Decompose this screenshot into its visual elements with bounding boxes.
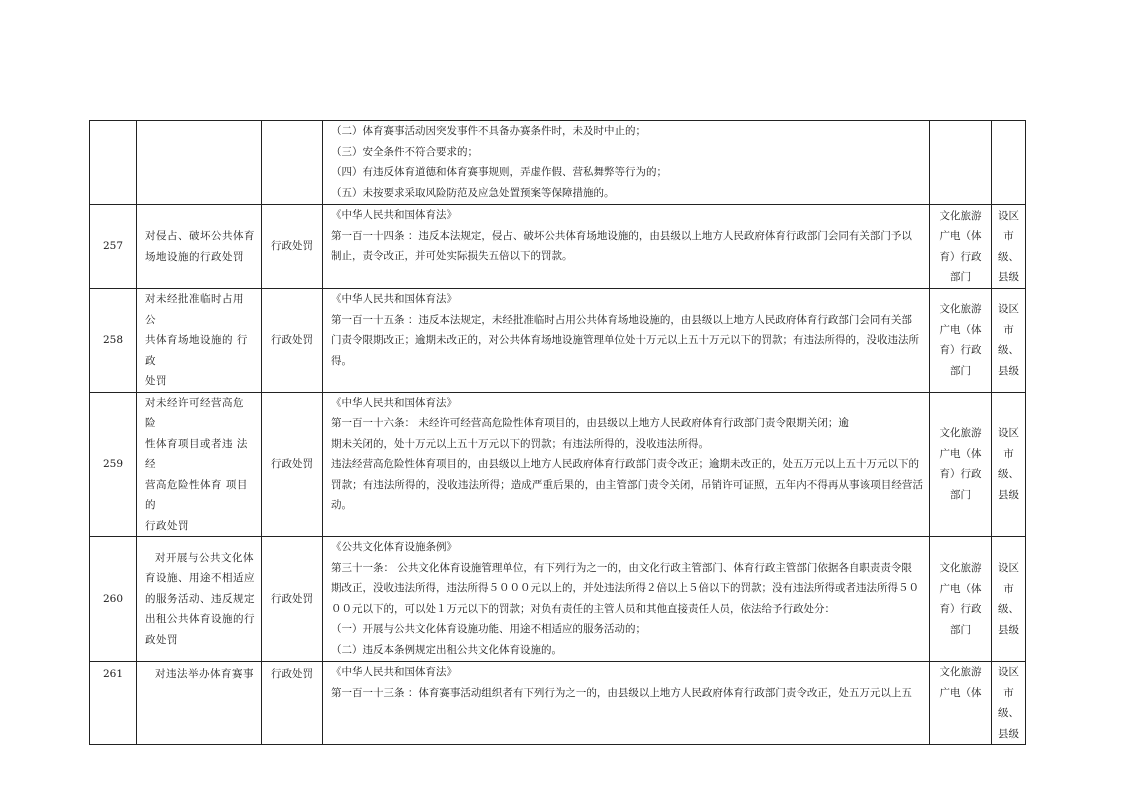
row-number <box>90 121 137 205</box>
item-name <box>137 537 262 662</box>
basis-line: 制止，责令改正，并可处实际损失五倍以下的罚款。 <box>331 250 573 262</box>
item-name <box>137 289 262 393</box>
legal-basis <box>323 537 930 662</box>
penalty-type: 行政处罚 <box>262 662 323 745</box>
name-line: 的服务活动、违反规定 <box>145 592 255 605</box>
level-line: 设区市 <box>998 427 1019 460</box>
dept-line: 部门 <box>950 364 971 377</box>
basis-line: 第一百一十四条 ：违反本法规定，侵占、破坏公共体育场地设施的，由县级以上地方人民政府体育行政部门会同有关部门予以 <box>331 229 912 242</box>
jurisdiction-level <box>992 121 1026 205</box>
name-line: 政处罚 <box>145 633 178 646</box>
dept-line: 广电（体 <box>939 230 982 242</box>
name-line: 对未经批准临时占用 公 <box>145 293 244 326</box>
dept-line: 部门 <box>950 623 971 636</box>
basis-line: ００元以下的，可以处１万元以下的罚款；对负有责任的主管人员和其他直接责任人员，依法给予行政处分： <box>331 602 835 615</box>
responsible-dept <box>930 289 992 393</box>
basis-line: 第三十一条： 公共文化体育设施管理单位，有下列行为之一的，由文化行政主管部门、体育行政主管部门依据各自职责责令限 <box>331 561 912 574</box>
table-row <box>90 121 1026 205</box>
dept-line: 文化旅游 <box>939 209 982 222</box>
basis-line: 《中华人民共和国体育法》 <box>331 293 457 305</box>
level-line: 设区市 <box>998 666 1019 699</box>
responsible-dept <box>930 205 992 289</box>
legal-basis <box>323 121 930 205</box>
dept-line: 育）行政 <box>939 468 982 481</box>
level-line: 级、县级 <box>998 344 1019 377</box>
basis-line: （二）违反本条例规定出租公共文化体育设施的。 <box>331 643 562 656</box>
level-line: 级、县级 <box>998 707 1019 740</box>
responsible-dept <box>930 537 992 662</box>
penalty-type <box>262 121 323 205</box>
legal-basis <box>323 289 930 393</box>
name-line: 处罚 <box>145 375 167 387</box>
responsible-dept <box>930 392 992 537</box>
table-row <box>90 392 1026 537</box>
basis-line: 《中华人民共和国体育法》 <box>331 209 457 221</box>
dept-line: 文化旅游 <box>939 427 982 440</box>
basis-line: （五）未按要求采取风险防范及应急处置预案等保障措施的。 <box>331 186 615 199</box>
level-line: 设区市 <box>998 303 1019 336</box>
name-line: 育设施、用途不相适应 <box>145 572 255 585</box>
item-name <box>137 121 262 205</box>
basis-line: 《中华人民共和国体育法》 <box>331 396 457 409</box>
level-line: 级、县级 <box>998 603 1019 636</box>
basis-line: 罚款；有违法所得的，没收违法所得；造成严重后果的，由主管部门责令关闭，吊销许可证照，五年内不得再从事该项目经营活动。 <box>331 478 923 511</box>
item-name <box>137 392 262 537</box>
legal-basis <box>323 205 930 289</box>
dept-line: 广电（体 <box>939 582 982 595</box>
row-number: 260 <box>90 537 137 662</box>
dept-line: 育）行政 <box>939 344 982 357</box>
jurisdiction-level <box>992 537 1026 662</box>
dept-line: 广电（体 <box>939 686 982 699</box>
dept-line: 部门 <box>950 488 971 501</box>
item-name <box>137 205 262 289</box>
basis-line: 违法经营高危险性体育项目的，由县级以上地方人民政府体育行政部门责令改正；逾期未改正的，处五万元以上五十万元以下的 <box>331 458 919 470</box>
jurisdiction-level <box>992 289 1026 393</box>
table-row <box>90 662 1026 745</box>
basis-line: 《中华人民共和国体育法》 <box>331 666 457 678</box>
dept-line: 育）行政 <box>939 603 982 615</box>
basis-line: 《公共文化体育设施条例》 <box>331 541 457 553</box>
basis-line: 第一百一十三条 ：体育赛事活动组织者有下列行为之一的，由县级以上地方人民政府体育行政部门责令改正，处五万元以上五 <box>331 686 912 699</box>
basis-line: （二）体育赛事活动因突发事件不具备办赛条件时，未及时中止的； <box>331 125 646 137</box>
penalty-type: 行政处罚 <box>262 392 323 537</box>
name-line: 对未经许可经营高危 险 <box>145 396 244 429</box>
legal-basis <box>323 662 930 745</box>
name-line: 对违法举办体育赛事 <box>155 668 254 680</box>
basis-line: （三）安全条件不符合要求的； <box>331 145 478 158</box>
basis-line: （四）有违反体育道德和体育赛事规则，弄虚作假、营私舞弊等行为的； <box>331 166 667 178</box>
basis-line: 第一百一十五条 ：违反本法规定，未经批准临时占用公共体育场地设施的，由县级以上地方人民政府体育行政部门会同有关部 <box>331 313 912 326</box>
dept-line: 育）行政 <box>939 250 982 263</box>
row-number: 258 <box>90 289 137 393</box>
legal-basis <box>323 392 930 537</box>
jurisdiction-level <box>992 205 1026 289</box>
responsible-dept <box>930 121 992 205</box>
name-line: 出租公共体育设施的行 <box>145 613 255 626</box>
responsible-dept <box>930 662 992 745</box>
name-line: 性体育项目或者违 法经 <box>145 437 248 470</box>
dept-line: 广电（体 <box>939 323 982 336</box>
name-line: 行政处罚 <box>145 519 189 532</box>
name-line: 场地设施的行政处罚 <box>145 250 244 263</box>
level-line: 级、县级 <box>998 250 1019 283</box>
level-line: 设区市 <box>998 562 1019 595</box>
basis-line: 门责令限期改正；逾期未改正的，对公共体育场地设施管理单位处十万元以上五十万元以下的罚款；有违法所得的，没收违法所 <box>331 334 919 346</box>
penalty-type: 行政处罚 <box>262 289 323 393</box>
name-line: 共体育场地设施的 行政 <box>145 334 248 367</box>
dept-line: 部门 <box>950 271 971 283</box>
basis-line: 期改正，没收违法所得，违法所得５０００元以上的，并处违法所得２倍以上５倍以下的罚款；没有违法所得或者违法所得５０ <box>331 582 919 594</box>
row-number: 259 <box>90 392 137 537</box>
row-number: 257 <box>90 205 137 289</box>
table-row <box>90 537 1026 662</box>
jurisdiction-level <box>992 392 1026 537</box>
item-name <box>137 662 262 745</box>
name-line: 对开展与公共文化体 <box>155 551 254 564</box>
jurisdiction-level <box>992 662 1026 745</box>
penalty-table <box>89 120 1026 745</box>
table-row <box>90 205 1026 289</box>
name-line: 对侵占、破坏公共体育 <box>145 230 255 242</box>
dept-line: 文化旅游 <box>939 562 982 574</box>
name-line: 营高危险性体育 项目的 <box>145 478 248 511</box>
basis-line: 期未关闭的，处十万元以上五十万元以下的罚款；有违法所得的，没收违法所得。 <box>331 437 709 450</box>
level-line: 设区市 <box>998 209 1019 242</box>
basis-line: 第一百一十六条： 未经许可经营高危险性体育项目的，由县级以上地方人民政府体育行政部门责令限期关闭；逾 <box>331 417 849 429</box>
dept-line: 文化旅游 <box>939 303 982 316</box>
dept-line: 广电（体 <box>939 447 982 460</box>
row-number: 261 <box>90 662 137 745</box>
level-line: 级、县级 <box>998 468 1019 501</box>
basis-line: 得。 <box>331 354 352 367</box>
table-row <box>90 289 1026 393</box>
dept-line: 文化旅游 <box>939 666 982 678</box>
basis-line: （一）开展与公共文化体育设施功能、用途不相适应的服务活动的； <box>331 623 646 635</box>
penalty-type: 行政处罚 <box>262 537 323 662</box>
penalty-type: 行政处罚 <box>262 205 323 289</box>
